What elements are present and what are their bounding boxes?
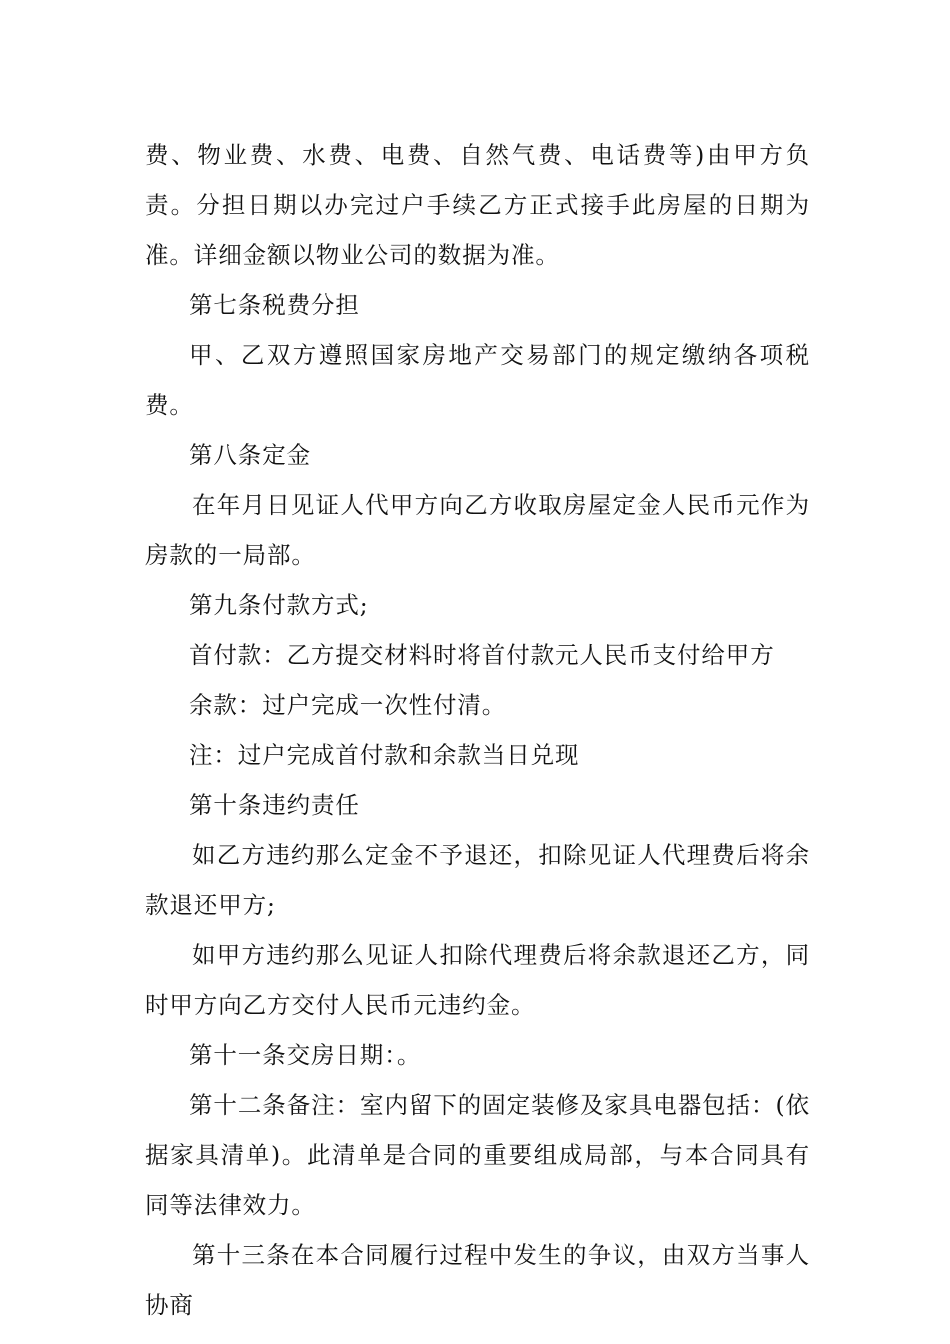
paragraph-fees-continued: 费、物业费、水费、电费、自然气费、电话费等)由甲方负责。分担日期以办完过户手续乙方正式接手此房屋的日期为准。详细金额以物业公司的数据为准。 xyxy=(145,141,810,269)
paragraph-breach-party-a: 如甲方违约那么见证人扣除代理费后将余款退还乙方，同时甲方向乙方交付人民币元违约金。 xyxy=(145,941,810,1019)
heading-article-9: 第九条付款方式; xyxy=(189,591,369,619)
paragraph-breach-party-b: 如乙方违约那么定金不予退还，扣除见证人代理费后将余款退还甲方; xyxy=(145,841,810,919)
paragraph-note: 注：过户完成首付款和余款当日兑现 xyxy=(189,741,580,769)
paragraph-article-12: 第十二条备注：室内留下的固定装修及家具电器包括：(依据家具清单)。此清单是合同的重要组成局部，与本合同具有同等法律效力。 xyxy=(145,1091,810,1219)
heading-article-11: 第十一条交房日期：。 xyxy=(189,1041,422,1069)
heading-article-10: 第十条违约责任 xyxy=(189,791,360,819)
paragraph-down-payment: 首付款：乙方提交材料时将首付款元人民币支付给甲方 xyxy=(189,641,775,669)
document-body xyxy=(145,130,810,1330)
heading-article-8: 第八条定金 xyxy=(189,441,311,469)
paragraph-balance: 余款：过户完成一次性付清。 xyxy=(189,691,507,719)
paragraph-article-13: 第十三条在本合同履行过程中发生的争议，由双方当事人协商 xyxy=(145,1241,810,1319)
paragraph-deposit: 在年月日见证人代甲方向乙方收取房屋定金人民币元作为房款的一局部。 xyxy=(145,491,810,569)
heading-article-7: 第七条税费分担 xyxy=(189,291,360,319)
paragraph-taxes: 甲、乙双方遵照国家房地产交易部门的规定缴纳各项税费。 xyxy=(145,341,810,419)
